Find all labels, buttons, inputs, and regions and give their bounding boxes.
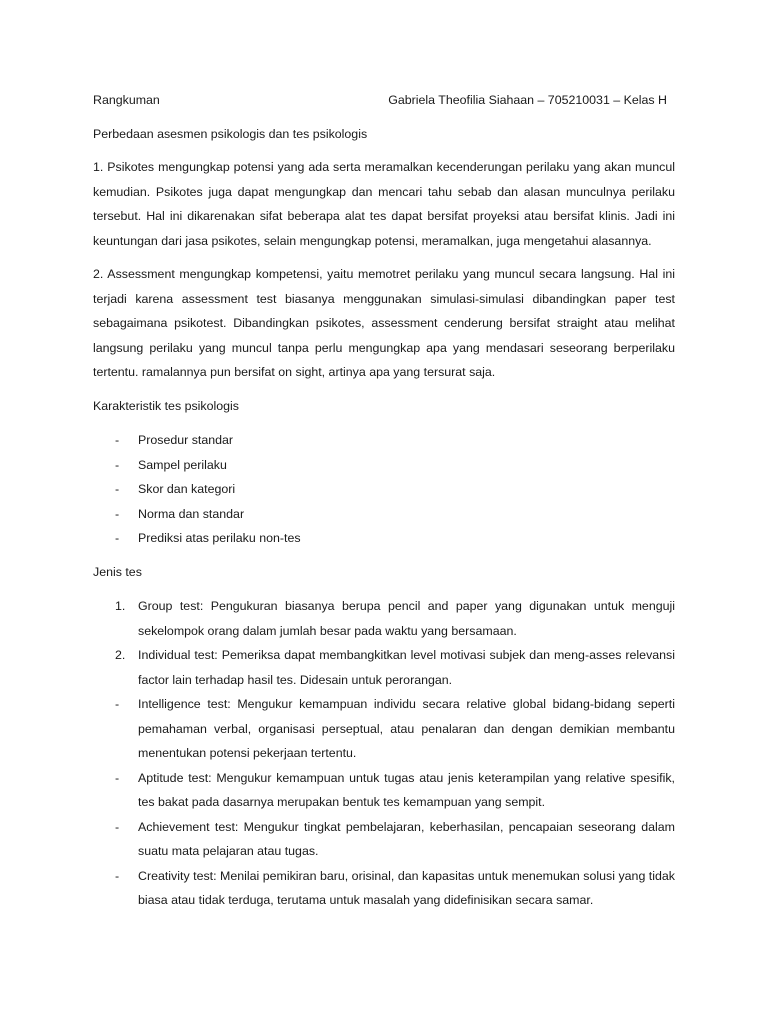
list-item: - Skor dan kategori — [115, 482, 236, 496]
test-types-heading: Jenis tes — [93, 564, 142, 579]
list-item: - Sampel perilaku — [115, 457, 227, 472]
document-page — [93, 88, 675, 913]
list-item: - Achievement test: Mengukur tingkat pembelajaran, keberhasilan, pencapaian seseorang dalam suatu mata pelajaran atau tugas. — [115, 819, 675, 858]
list-item: - Intelligence test: Mengukur kemampuan individu secara relative global bidang-bidang seperti pemahaman verbal, organisasi perseptual, atau penalaran dan dengan demikian membantu menentukan potensi pekerjaan tertentu. — [115, 697, 675, 760]
paragraph-assessment: 2. Assessment mengungkap kompetensi, yaitu memotret perilaku yang muncul secara langsung. Hal ini terjadi karena assessment test biasanya menggunakan simulasi-simulasi dibandingkan paper test sebagaimana psikotest. Dibandingkan psikotes, assessment cenderung bersifat straight atau melihat langsung perilaku yang muncul tanpa perlu mengungkap apa yang mendasari seseorang berperilaku tertentu. ramalannya pun bersifat on sight, artinya apa yang tersurat saja. — [93, 267, 675, 379]
characteristics-heading: Karakteristik tes psikologis — [93, 398, 239, 413]
list-item: - Norma dan standar — [115, 506, 245, 521]
test-types-list — [93, 594, 675, 913]
document-header — [93, 88, 675, 113]
characteristics-list — [93, 428, 675, 551]
list-item: - Prosedur standar — [115, 433, 234, 447]
list-item: 2. Individual test: Pemeriksa dapat membangkitkan level motivasi subjek dan meng-asses relevansi factor lain terhadap hasil tes. Didesain untuk perorangan. — [115, 648, 675, 687]
header-author: Gabriela Theofilia Siahaan – 705210031 – Kelas H — [388, 93, 667, 107]
list-item: 1. Group test: Pengukuran biasanya berupa pencil and paper yang digunakan untuk menguji sekelompok orang dalam jumlah besar pada waktu yang bersamaan. — [115, 599, 675, 638]
header-left: Rangkuman — [93, 93, 160, 107]
section-title: Perbedaan asesmen psikologis dan tes psikologis — [93, 126, 368, 141]
list-item: - Creativity test: Menilai pemikiran baru, orisinal, dan kapasitas untuk menemukan solusi yang tidak biasa atau tidak terduga, terutama untuk masalah yang didefinisikan secara samar. — [115, 868, 675, 907]
list-item: - Aptitude test: Mengukur kemampuan untuk tugas atau jenis keterampilan yang relative spesifik, tes bakat pada dasarnya merupakan bentuk tes kemampuan yang sempit. — [115, 770, 675, 809]
paragraph-psikotes: 1. Psikotes mengungkap potensi yang ada serta meramalkan kecenderungan perilaku yang akan muncul kemudian. Psikotes juga dapat mengungkap dan mencari tahu sebab dan alasan munculnya perilaku tersebut. Hal ini dikarenakan sifat beberapa alat tes dapat bersifat proyeksi atau bersifat klinis. Jadi ini keuntungan dari jasa psikotes, selain mengungkap potensi, meramalkan, juga mengetahui alasannya. — [93, 160, 675, 248]
list-item: - Prediksi atas perilaku non-tes — [115, 531, 301, 545]
